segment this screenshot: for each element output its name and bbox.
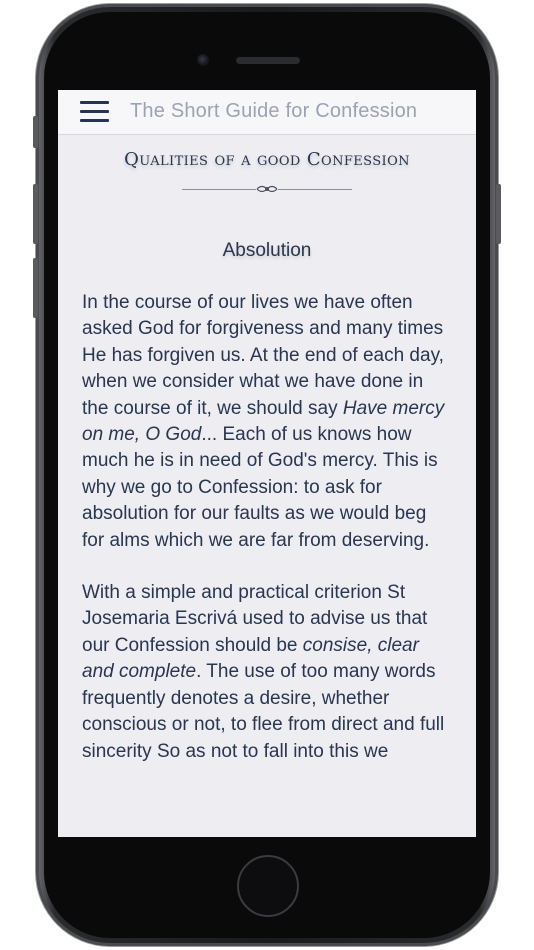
divider-line-right: [278, 189, 352, 190]
divider-line-left: [182, 189, 256, 190]
earpiece-speaker: [236, 57, 300, 64]
navigation-bar: [58, 90, 476, 135]
fleuron-ornament-icon: [255, 183, 279, 197]
app-title: The Short Guide for Confession: [130, 100, 418, 122]
subheading: Absolution: [222, 240, 312, 261]
paragraph-italic-text: consise, clear and complete: [82, 634, 419, 683]
paragraph: [82, 580, 452, 765]
front-camera: [197, 54, 209, 66]
section-title: Qualities of a good Confession: [124, 149, 410, 170]
paragraph: [82, 290, 452, 554]
volume-down-button: [33, 258, 38, 318]
paragraph-italic-text: Have mercy on me, O God: [82, 397, 445, 446]
mute-switch: [33, 116, 38, 148]
hamburger-menu-icon[interactable]: [80, 101, 110, 123]
home-button[interactable]: [237, 855, 299, 917]
paragraph-text: ... Each of us knows how much he is in need of God's mercy. This is why we go to Confession: to ask for absolution for our faults as we would beg for alms which we are far from deserving.: [82, 424, 438, 551]
title-divider: [182, 182, 352, 198]
paragraph-text: In the course of our lives we have often asked God for forgiveness and many times He has forgiven us. At the end of each day, when we consider what we have done in the course of it, we should say: [82, 292, 444, 419]
power-button: [496, 184, 501, 244]
paragraph-text: With a simple and practical criterion St Josemaria Escrivá used to advise us that our Confession should be: [82, 582, 428, 656]
app-screen: [58, 90, 476, 837]
volume-up-button: [33, 184, 38, 244]
article-body: [58, 290, 476, 765]
paragraph-text: . The use of too many words frequently denotes a desire, whether conscious or not, to flee from direct and full sincerity So as not to fall into this we: [82, 661, 445, 762]
